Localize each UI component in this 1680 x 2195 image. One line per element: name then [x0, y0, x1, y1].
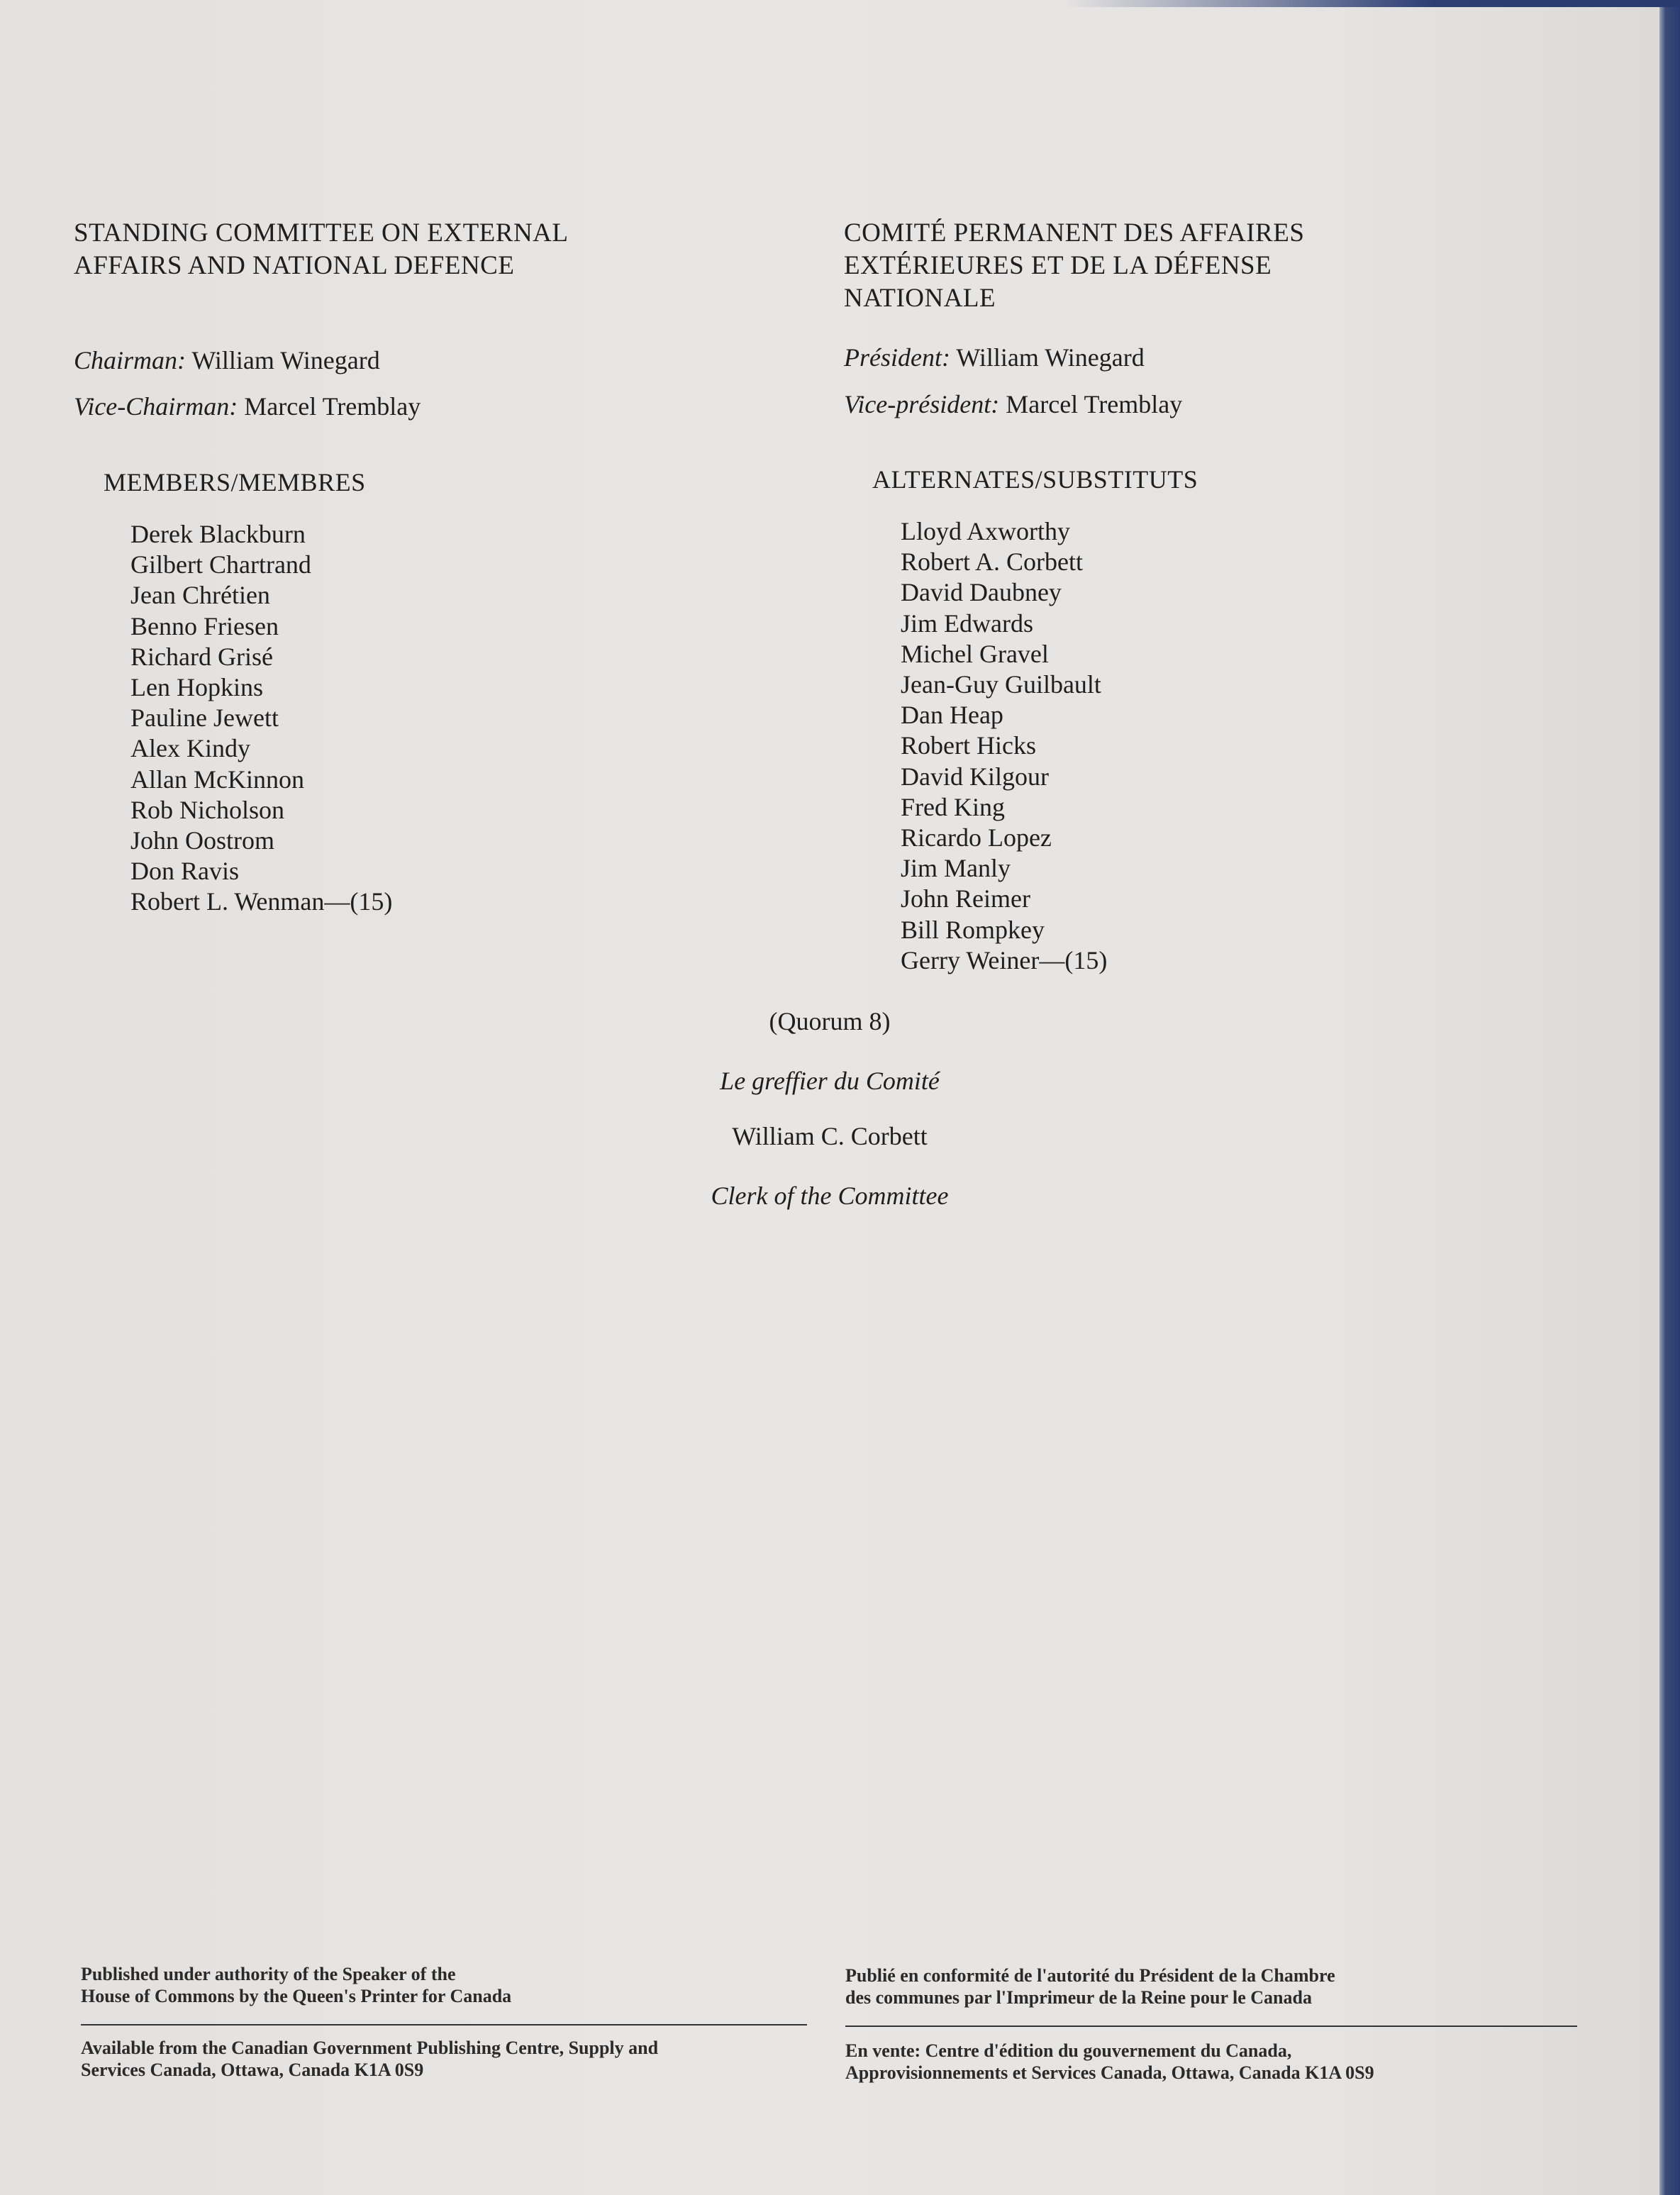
clerk-title-fr: Le greffier du Comité	[720, 1067, 940, 1095]
president-label: Président:	[844, 343, 950, 372]
alternate-item: Gerry Weiner—(15)	[901, 945, 1108, 974]
president-name: William Winegard	[956, 343, 1145, 372]
alternates-list	[901, 516, 1107, 976]
footer-rule-right	[845, 2025, 1577, 2027]
member-item: Robert L. Wenman—(15)	[130, 887, 393, 916]
left-column	[74, 217, 783, 282]
member-item: Derek Blackburn	[130, 520, 306, 548]
committee-name-fr: COMITÉ PERMANENT DES AFFAIRES EXTÉRIEURES ET DE LA DÉFENSE NATIONALE	[844, 218, 1305, 313]
vice-chair-fr	[844, 389, 1182, 420]
member-item: Gilbert Chartrand	[130, 550, 311, 579]
alternate-item: Ricardo Lopez	[901, 823, 1052, 852]
alternate-item: David Daubney	[901, 578, 1062, 607]
committee-name-en: STANDING COMMITTEE ON EXTERNAL AFFAIRS AND NATIONAL DEFENCE	[74, 218, 569, 280]
members-title: MEMBERS/MEMBRES	[104, 468, 366, 496]
vice-chair-name: Marcel Tremblay	[244, 392, 421, 421]
member-item: Rob Nicholson	[130, 795, 285, 824]
right-column	[844, 217, 1553, 315]
members-list	[130, 519, 392, 918]
member-item: Allan McKinnon	[130, 765, 304, 794]
member-item: Len Hopkins	[130, 673, 263, 702]
member-item: Richard Grisé	[130, 642, 273, 671]
member-item: John Oostrom	[130, 826, 275, 855]
member-item: Jean Chrétien	[130, 581, 270, 610]
vice-president-label: Vice-président:	[844, 390, 1000, 418]
available-fr: En vente: Centre d'édition du gouvernement du Canada, Approvisionnements et Services Canada, Ottawa, Canada K1A 0S9	[845, 2040, 1374, 2083]
alternate-item: Robert Hicks	[901, 731, 1036, 760]
alternate-item: Jean-Guy Guilbault	[901, 670, 1101, 699]
member-item: Benno Friesen	[130, 611, 279, 640]
chair-label: Chairman:	[74, 346, 187, 374]
chair-fr	[844, 342, 1145, 373]
clerk-title-en: Clerk of the Committee	[711, 1182, 949, 1210]
published-fr: Publié en conformité de l'autorité du Président de la Chambre des communes par l'Imprimeur de la Reine pour le Canada	[845, 1965, 1335, 2008]
clerk-name: William C. Corbett	[732, 1122, 928, 1150]
vice-chair-en	[74, 391, 421, 422]
published-en: Published under authority of the Speaker of the House of Commons by the Queen's Printer for Canada	[81, 1964, 512, 2006]
footer-rule-left	[81, 2024, 807, 2025]
cover-edge	[1064, 0, 1680, 7]
chair-en	[74, 345, 380, 376]
alternates-title: ALTERNATES/SUBSTITUTS	[872, 465, 1198, 494]
vice-chair-label: Vice-Chairman:	[74, 392, 238, 421]
alternate-item: Fred King	[901, 792, 1005, 821]
alternate-item: David Kilgour	[901, 762, 1049, 791]
alternate-item: Bill Rompkey	[901, 915, 1045, 944]
binding-spine	[1659, 0, 1680, 2195]
member-item: Don Ravis	[130, 857, 239, 886]
quorum: (Quorum 8)	[769, 1007, 891, 1035]
vice-president-name: Marcel Tremblay	[1006, 390, 1183, 418]
member-item: Alex Kindy	[130, 734, 250, 763]
available-en: Available from the Canadian Government Publishing Centre, Supply and Services Canada, Ottawa, Canada K1A 0S9	[81, 2038, 659, 2080]
member-item: Pauline Jewett	[130, 704, 279, 733]
chair-name: William Winegard	[191, 346, 380, 374]
alternate-item: Robert A. Corbett	[901, 548, 1083, 577]
alternate-item: Michel Gravel	[901, 639, 1049, 668]
alternate-item: Lloyd Axworthy	[901, 517, 1070, 545]
alternate-item: Jim Manly	[901, 854, 1011, 883]
alternate-item: Dan Heap	[901, 701, 1003, 730]
alternate-item: Jim Edwards	[901, 609, 1033, 638]
alternate-item: John Reimer	[901, 884, 1030, 913]
